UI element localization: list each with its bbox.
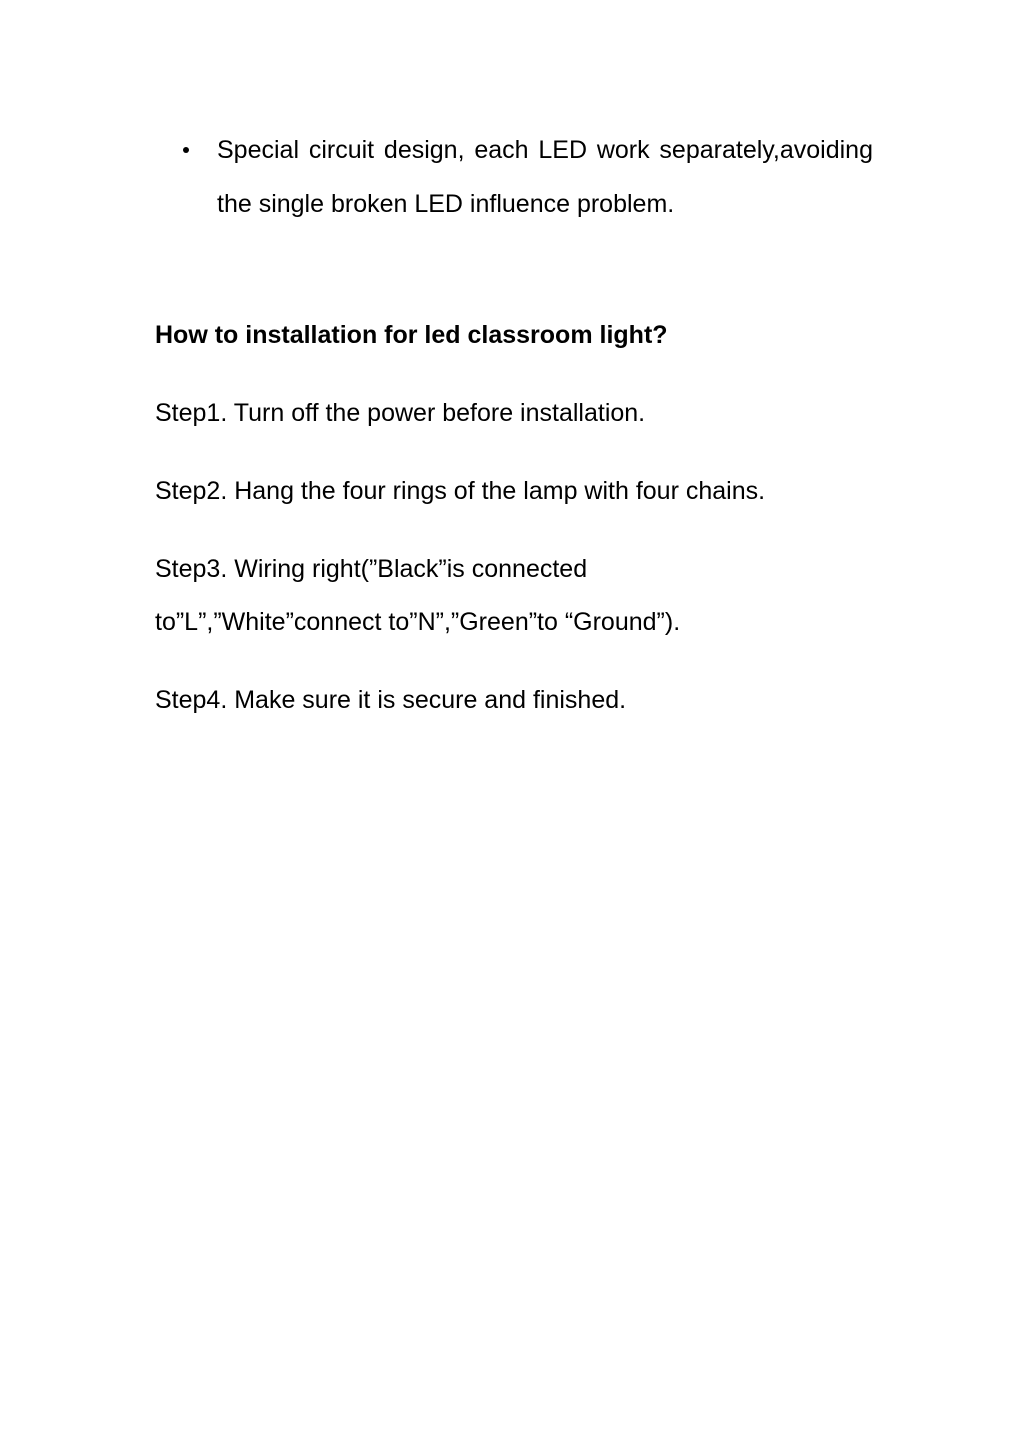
section-heading: How to installation for led classroom light? <box>155 321 668 349</box>
bullet-icon <box>183 147 189 153</box>
step-1: Step1. Turn off the power before installation. <box>155 399 646 427</box>
step-2: Step2. Hang the four rings of the lamp with four chains. <box>155 477 766 505</box>
step-3-line-2: to”L”,”White”connect to”N”,”Green”to “Ground”). <box>155 608 681 636</box>
step-4: Step4. Make sure it is secure and finished. <box>155 686 627 714</box>
bullet-list-item <box>183 124 873 231</box>
step-3-line-1: Step3. Wiring right(”Black”is connected <box>155 555 588 583</box>
bullet-text: Special circuit design, each LED work separately,avoiding the single broken LED influence problem. <box>217 136 873 218</box>
